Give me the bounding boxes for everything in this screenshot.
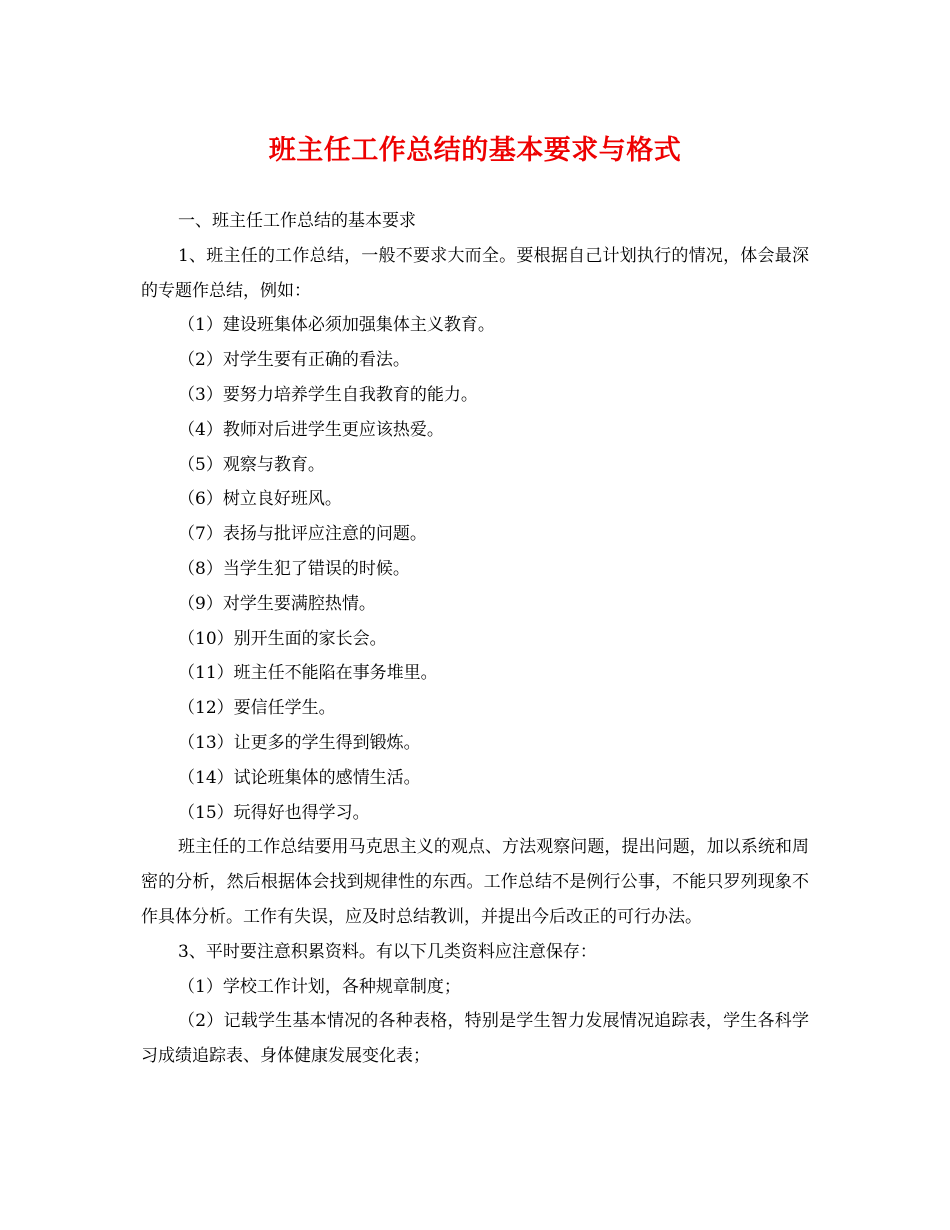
material-item-1: （1）学校工作计划，各种规章制度； xyxy=(178,976,461,997)
topic-item-12: （12）要信任学生。 xyxy=(178,698,336,719)
point-2-paragraph: 班主任的工作总结要用马克思主义的观点、方法观察问题，提出问题，加以系统和周密的分析，然后根据体会找到规律性的东西。工作总结不是例行公事，不能只罗列现象不作具体分析。工作有失误，应及时总结教训，并提出今后改正的可行办法。 xyxy=(141,837,809,927)
topic-item-11: （11）班主任不能陷在事务堆里。 xyxy=(178,663,438,684)
topic-item-5: （5）观察与教育。 xyxy=(178,454,325,475)
topic-item-6: （6）树立良好班风。 xyxy=(178,489,342,510)
material-item-2: （2）记载学生基本情况的各种表格，特别是学生智力发展情况追踪表，学生各科学习成绩追踪表、身体健康发展变化表； xyxy=(141,1011,809,1067)
point-1-paragraph: 1、班主任的工作总结，一般不要求大而全。要根据自己计划执行的情况，体会最深的专题作总结，例如： xyxy=(141,245,809,301)
document-title: 班主任工作总结的基本要求与格式 xyxy=(268,135,682,166)
topic-item-2: （2）对学生要有正确的看法。 xyxy=(178,350,410,371)
topic-item-9: （9）对学生要满腔热情。 xyxy=(178,593,376,614)
document-body xyxy=(141,204,809,1074)
topic-item-13: （13）让更多的学生得到锻炼。 xyxy=(178,732,421,753)
topic-item-7: （7）表扬与批评应注意的问题。 xyxy=(178,524,427,545)
point-3-paragraph: 3、平时要注意积累资料。有以下几类资料应注意保存： xyxy=(178,941,597,962)
topic-item-1: （1）建设班集体必须加强集体主义教育。 xyxy=(178,315,495,336)
topic-item-8: （8）当学生犯了错误的时候。 xyxy=(178,558,410,579)
topic-item-4: （4）教师对后进学生更应该热爱。 xyxy=(178,419,444,440)
section-heading: 一、班主任工作总结的基本要求 xyxy=(178,211,416,231)
topic-item-14: （14）试论班集体的感情生活。 xyxy=(178,767,421,788)
topic-item-15: （15）玩得好也得学习。 xyxy=(178,802,370,823)
topic-item-10: （10）别开生面的家长会。 xyxy=(178,628,387,649)
topic-item-3: （3）要努力培养学生自我教育的能力。 xyxy=(178,384,478,405)
